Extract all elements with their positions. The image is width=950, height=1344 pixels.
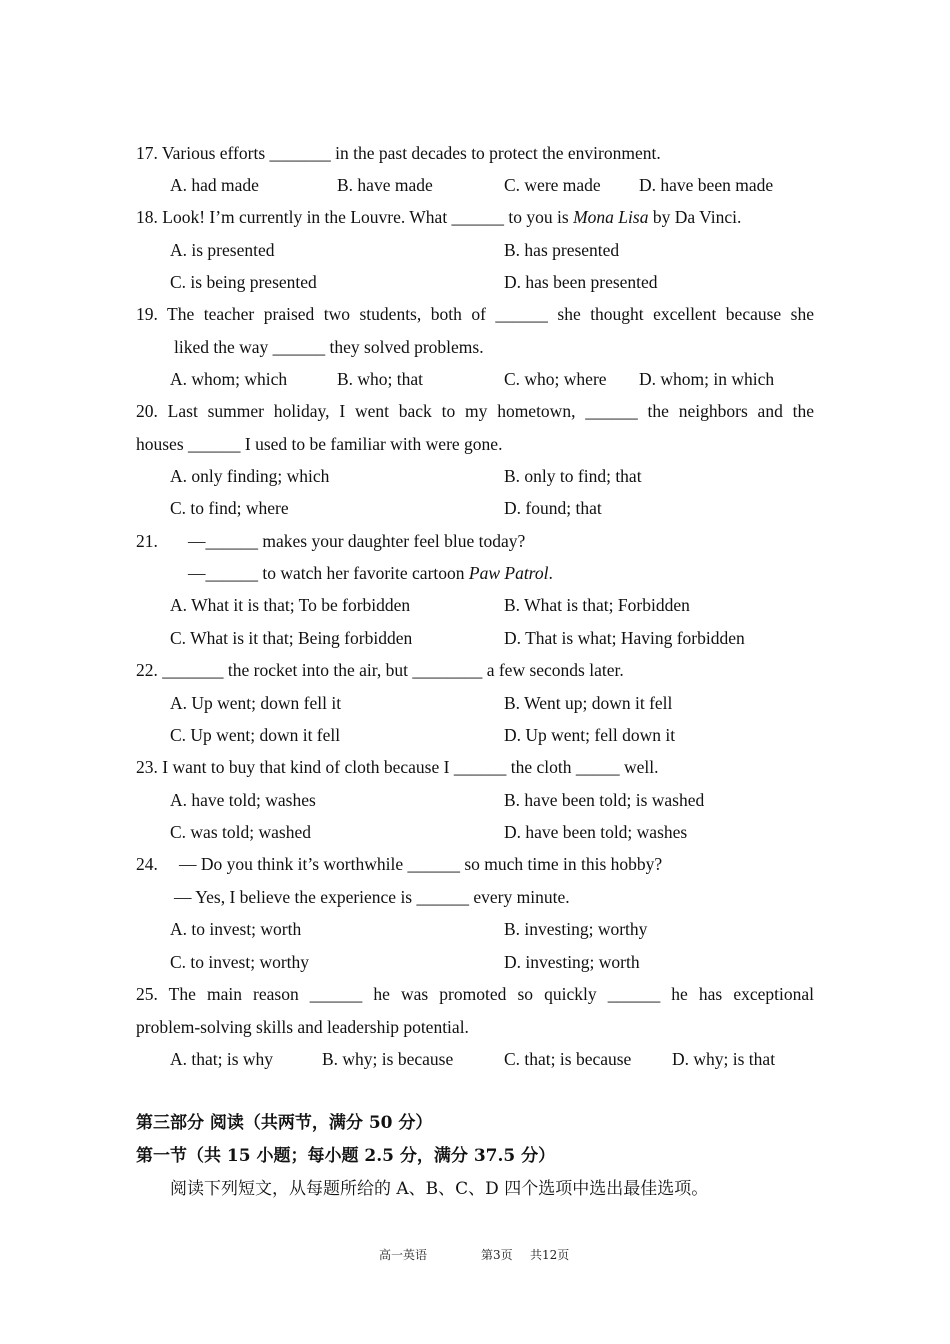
q18-stem-post: by Da Vinci.	[648, 207, 742, 227]
q18-stem-italic: Mona Lisa	[573, 207, 649, 227]
q18-stem	[136, 206, 741, 228]
q19-option-d: D. whom; in which	[639, 369, 775, 389]
q23-option-a: A. have told; washes	[170, 790, 316, 810]
part-three-heading: 第三部分 阅读（共两节，满分 50 分）	[136, 1113, 433, 1133]
q17-option-d: D. have been made	[639, 175, 774, 195]
q19-option-b: B. who; that	[337, 369, 424, 389]
q24-dialogue-line2: — Yes, I believe the experience is ______ every minute.	[174, 887, 570, 907]
q17-option-a: A. had made	[170, 175, 259, 195]
q25-stem-line1: 25. The main reason ______ he was promoted so quickly ______ he has exceptional	[136, 984, 814, 1004]
q19-stem-line2: liked the way ______ they solved problems.	[174, 337, 484, 357]
q19-stem-line1: 19. The teacher praised two students, both of ______ she thought excellent because she	[136, 304, 814, 324]
q25-option-a: A. that; is why	[170, 1049, 274, 1069]
q18-option-b: B. has presented	[504, 240, 620, 260]
q24-option-d: D. investing; worth	[504, 952, 640, 972]
section-one-heading: 第一节（共 15 小题；每小题 2.5 分，满分 37.5 分）	[136, 1146, 556, 1166]
q19-option-a: A. whom; which	[170, 369, 288, 389]
footer-page-number: 第3页	[481, 1248, 513, 1262]
q25-option-c: C. that; is because	[504, 1049, 632, 1069]
q22-stem: 22. _______ the rocket into the air, but ________ a few seconds later.	[136, 660, 624, 680]
q17-stem: 17. Various efforts _______ in the past decades to protect the environment.	[136, 143, 661, 163]
q21-option-a: A. What it is that; To be forbidden	[170, 595, 411, 615]
q24-dialogue-line1: — Do you think it’s worthwhile ______ so much time in this hobby?	[179, 854, 663, 874]
footer-subject: 高一英语	[379, 1248, 428, 1262]
q17-option-c: C. were made	[504, 175, 601, 195]
q23-option-b: B. have been told; is washed	[504, 790, 705, 810]
q21-option-d: D. That is what; Having forbidden	[504, 628, 745, 648]
q20-stem-line2: houses ______ I used to be familiar with were gone.	[136, 434, 503, 454]
q18-option-d: D. has been presented	[504, 272, 658, 292]
q17-option-b: B. have made	[337, 175, 433, 195]
q25-option-b: B. why; is because	[322, 1049, 454, 1069]
reading-instruction: 阅读下列短文，从每题所给的 A、B、C、D 四个选项中选出最佳选项。	[170, 1179, 709, 1199]
q20-option-a: A. only finding; which	[170, 466, 330, 486]
q21-number: 21.	[136, 531, 158, 551]
q21-option-c: C. What is it that; Being forbidden	[170, 628, 413, 648]
q24-option-a: A. to invest; worth	[170, 919, 302, 939]
q20-option-c: C. to find; where	[170, 498, 289, 518]
q21-line2-italic: Paw Patrol	[468, 563, 549, 583]
q24-option-b: B. investing; worthy	[504, 919, 648, 939]
q23-option-c: C. was told; washed	[170, 822, 311, 842]
q18-stem-pre: 18. Look! I’m currently in the Louvre. What ______ to you is	[136, 207, 574, 227]
q21-option-b: B. What is that; Forbidden	[504, 595, 690, 615]
q24-number: 24.	[136, 854, 158, 874]
q18-option-a: A. is presented	[170, 240, 275, 260]
q20-option-d: D. found; that	[504, 498, 602, 518]
q21-dialogue-line2	[188, 562, 553, 584]
q19-option-c: C. who; where	[504, 369, 607, 389]
q22-option-a: A. Up went; down fell it	[170, 693, 342, 713]
q20-option-b: B. only to find; that	[504, 466, 642, 486]
q22-option-b: B. Went up; down it fell	[504, 693, 673, 713]
q24-option-c: C. to invest; worthy	[170, 952, 310, 972]
q22-option-c: C. Up went; down it fell	[170, 725, 341, 745]
footer-total-pages: 共12页	[530, 1248, 570, 1262]
q25-stem-line2: problem-solving skills and leadership potential.	[136, 1017, 469, 1037]
q21-dialogue-line1: —______ makes your daughter feel blue today?	[188, 531, 526, 551]
q23-option-d: D. have been told; washes	[504, 822, 688, 842]
q23-stem: 23. I want to buy that kind of cloth because I ______ the cloth _____ well.	[136, 757, 659, 777]
q25-option-d: D. why; is that	[672, 1049, 776, 1069]
q21-line2-post: .	[548, 563, 553, 583]
q21-line2-pre: —______ to watch her favorite cartoon	[188, 563, 469, 583]
q18-option-c: C. is being presented	[170, 272, 317, 292]
q20-stem-line1: 20. Last summer holiday, I went back to my hometown, ______ the neighbors and the	[136, 401, 814, 421]
q22-option-d: D. Up went; fell down it	[504, 725, 676, 745]
